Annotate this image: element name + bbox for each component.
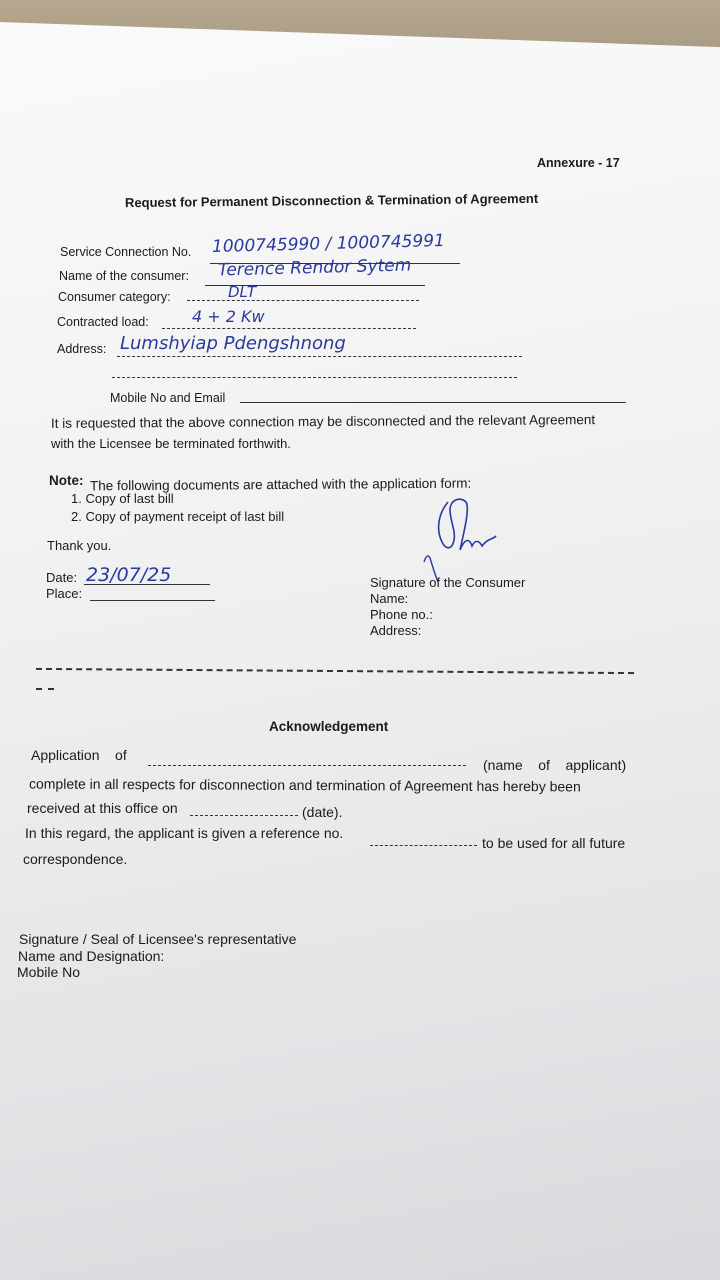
consumer-category-line <box>187 300 419 301</box>
service-connection-label: Service Connection No. <box>60 245 192 259</box>
service-connection-value: 1000745990 / 1000745991 <box>211 230 446 258</box>
phone-label: Phone no.: <box>370 607 433 622</box>
annexure-label: Annexure - 17 <box>537 156 620 170</box>
consumer-name-label: Name of the consumer: <box>59 269 189 283</box>
thank-you-text: Thank you. <box>47 538 112 553</box>
consumer-signature-mark <box>420 492 500 587</box>
address-line-2 <box>112 377 517 378</box>
consumer-category-value: DLT <box>228 283 257 301</box>
address-label: Address: <box>57 342 107 356</box>
name-designation-label: Name and Designation: <box>18 948 165 964</box>
mobile-no-label: Mobile No <box>17 964 81 980</box>
request-text-line-2: with the Licensee be terminated forthwith. <box>51 436 291 451</box>
document-paper <box>0 22 720 1280</box>
place-label: Place: <box>46 586 83 601</box>
date-value: 23/07/25 <box>86 564 172 586</box>
note-item-2: 2. Copy of payment receipt of last bill <box>71 509 285 524</box>
ack-text-line-2: complete in all respects for disconnection and termination of Agreement has hereby been <box>28 775 581 795</box>
future-use-text: to be used for all future <box>482 835 626 851</box>
applicant-name-line <box>148 765 466 766</box>
name-of-applicant-text: (name of applicant) <box>483 757 627 773</box>
cut-line-end <box>36 688 54 690</box>
note-label: Note: <box>49 473 84 488</box>
note-text: The following documents are attached with the application form: <box>89 475 472 494</box>
received-at-text: received at this office on <box>27 800 178 816</box>
consumer-name-value: Terence Rendor Sytem <box>217 255 412 281</box>
request-text-line-1: It is requested that the above connection may be disconnected and the relevant Agreement <box>50 412 596 431</box>
contracted-load-value: 4 + 2 Kw <box>192 307 265 326</box>
date-label: Date: <box>46 570 78 585</box>
reference-text: In this regard, the applicant is given a reference no. <box>25 825 344 841</box>
reference-number-line <box>370 845 477 846</box>
mobile-email-line <box>240 402 626 403</box>
application-of-text: Application of <box>31 747 127 763</box>
document-title: Request for Permanent Disconnection & Termination of Agreement <box>124 190 539 211</box>
acknowledgement-title: Acknowledgement <box>269 719 389 734</box>
signature-consumer-label: Signature of the Consumer <box>370 575 526 590</box>
mobile-email-label: Mobile No and Email <box>110 391 226 405</box>
consumer-category-label: Consumer category: <box>58 290 171 304</box>
consumer-address-label: Address: <box>370 623 422 638</box>
name-label: Name: <box>370 591 409 606</box>
note-item-1: 1. Copy of last bill <box>71 491 174 506</box>
address-value: Lumshyiap Pdengshnong <box>120 333 346 354</box>
place-line <box>90 600 215 601</box>
correspondence-text: correspondence. <box>23 851 128 867</box>
address-line-1 <box>117 356 522 357</box>
contracted-load-label: Contracted load: <box>57 315 149 329</box>
licensee-signature-label: Signature / Seal of Licensee's representative <box>19 931 297 947</box>
received-date-line <box>190 815 298 816</box>
date-suffix-text: (date). <box>302 804 343 820</box>
contracted-load-line <box>162 328 416 329</box>
